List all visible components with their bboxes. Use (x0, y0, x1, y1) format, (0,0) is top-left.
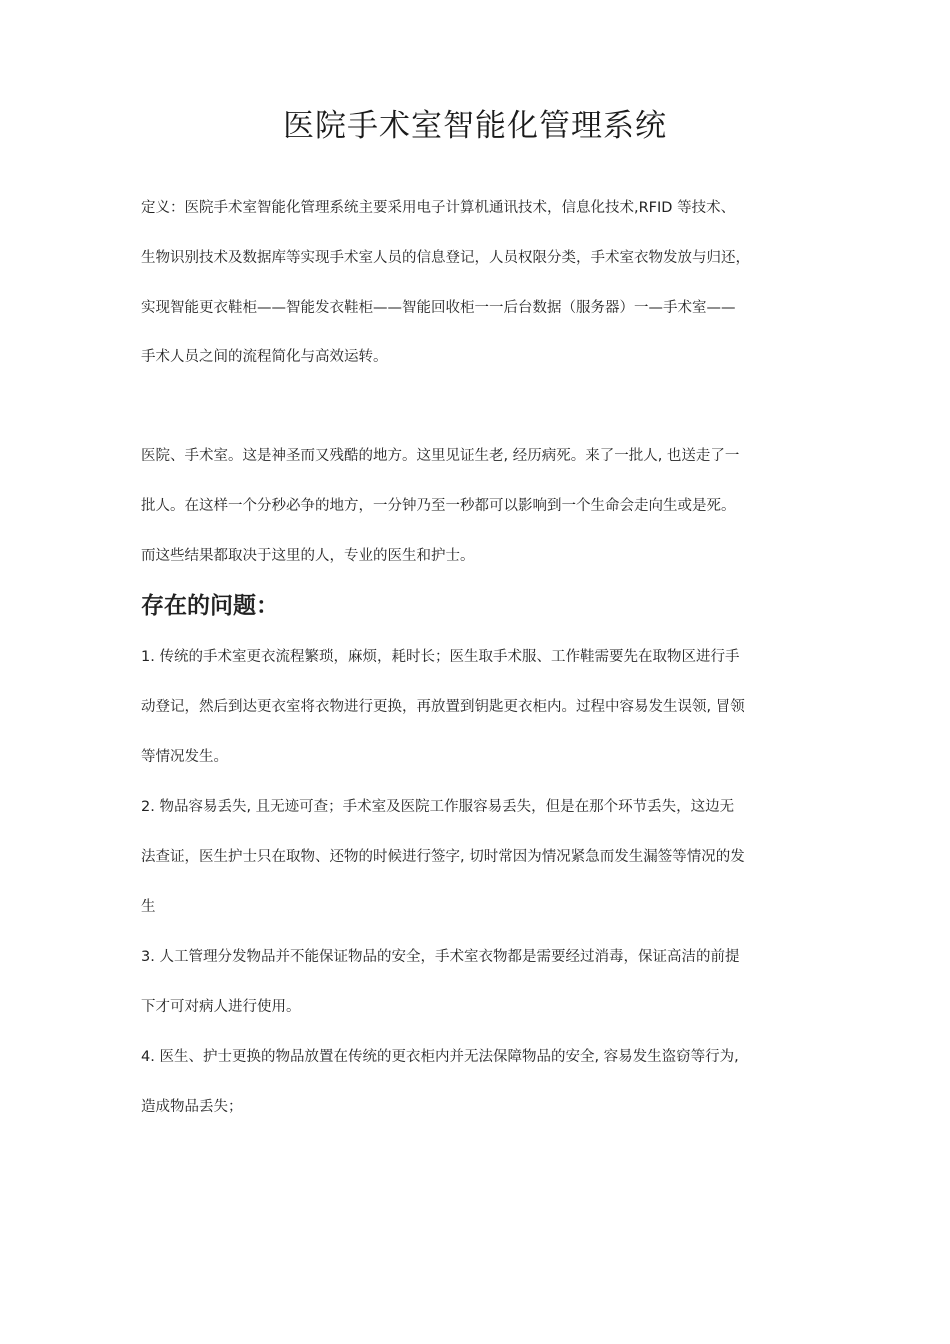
problem-line: 4. 医生、护士更换的物品放置在传统的更衣柜内并无法保障物品的安全, 容易发生盗窃等行为, (141, 1049, 739, 1065)
intro-line: 医院、手术室。这是神圣而又残酷的地方。这里见证生老, 经历病死。来了一批人, 也送走了一 (141, 448, 740, 464)
definition-line: 生物识别技术及数据库等实现手术室人员的信息登记，人员权限分类，手术室衣物发放与归还， (141, 250, 750, 266)
problem-line: 3. 人工管理分发物品并不能保证物品的安全，手术室衣物都是需要经过消毒，保证高洁的前提 (141, 949, 740, 965)
problem-line: 造成物品丢失； (141, 1099, 243, 1115)
problems-heading: 存在的问题： (141, 593, 279, 619)
intro-line: 批人。在这样一个分秒必争的地方，一分钟乃至一秒都可以影响到一个生命会走向生或是死。 (141, 498, 736, 514)
problem-line: 等情况发生。 (141, 749, 228, 765)
problem-line: 法查证，医生护士只在取物、还物的时候进行签字, 切时常因为情况紧急而发生漏签等情况的发 (141, 849, 745, 865)
problem-line: 下才可对病人进行使用。 (141, 999, 301, 1015)
problem-line: 1. 传统的手术室更衣流程繁琐，麻烦，耗时长；医生取手术服、工作鞋需要先在取物区进行手 (141, 649, 740, 665)
problem-line: 动登记，然后到达更衣室将衣物进行更换，再放置到钥匙更衣柜内。过程中容易发生误领, 冒领 (141, 699, 745, 715)
definition-line: 手术人员之间的流程简化与高效运转。 (141, 349, 388, 365)
problem-line: 2. 物品容易丢失, 且无迹可查；手术室及医院工作服容易丢失，但是在那个环节丢失，这边无 (141, 799, 735, 815)
intro-line: 而这些结果都取决于这里的人，专业的医生和护士。 (141, 548, 475, 564)
problem-line: 生 (141, 899, 156, 915)
definition-line: 定义：医院手术室智能化管理系统主要采用电子计算机通讯技术，信息化技术,RFID 等技术、 (141, 200, 736, 216)
definition-line: 实现智能更衣鞋柜——智能发衣鞋柜——智能回收柜一一后台数据（服务器）一—手术室—— (141, 300, 736, 316)
document-title: 医院手术室智能化管理系统 (283, 108, 667, 144)
